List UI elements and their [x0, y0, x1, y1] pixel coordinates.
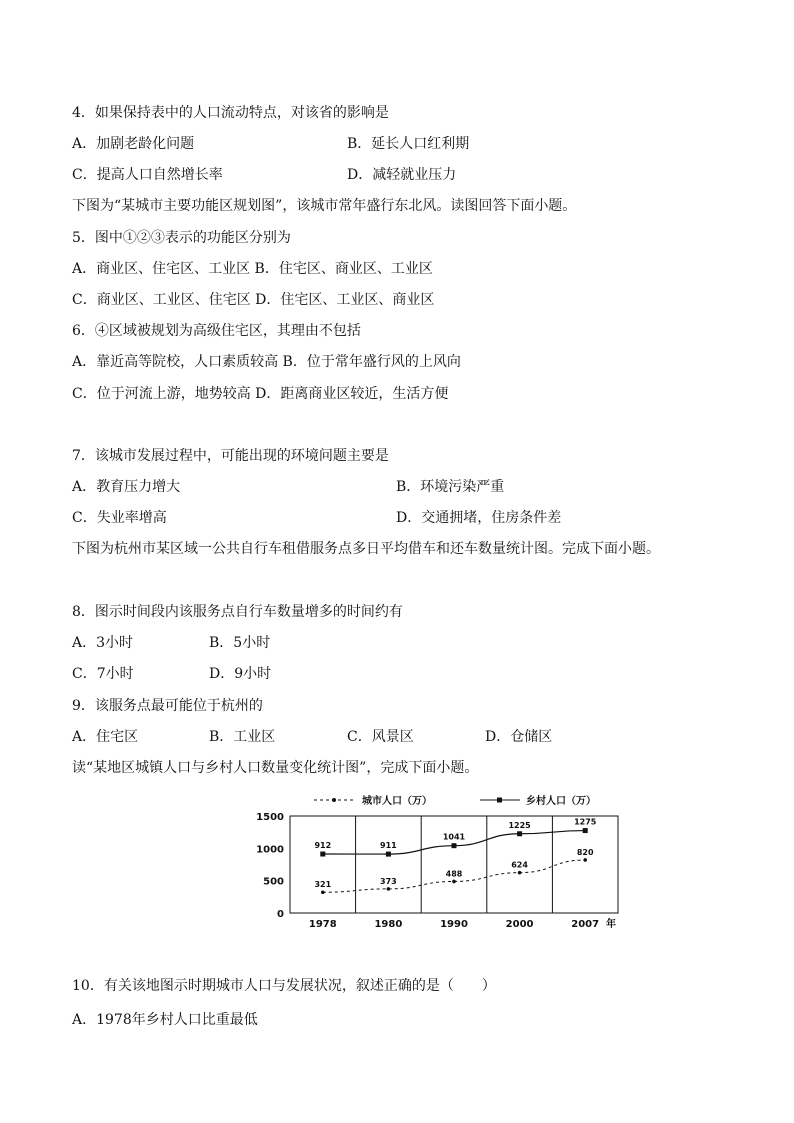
q4-option-b[interactable]: B．延长人口红利期 [347, 136, 470, 152]
q8-option-c[interactable]: C．7小时 [72, 666, 134, 682]
chart-marks [314, 818, 596, 894]
legend-urban-label: 城市人口（万） [362, 796, 432, 807]
rural-point [583, 828, 588, 833]
urban-point [387, 887, 391, 891]
q5-options-ab[interactable]: A．商业区、住宅区、工业区 B．住宅区、商业区、工业区 [72, 261, 433, 277]
rural-data-label: 912 [314, 841, 332, 851]
intro-5-6: 下图为“某城市主要功能区规划图”，该城市常年盛行东北风。读图回答下面小题。 [72, 198, 577, 214]
x-axis-unit: 年 [606, 919, 616, 930]
rural-point [452, 843, 457, 848]
y-tick-label: 1500 [256, 812, 284, 823]
rural-data-label: 1041 [442, 832, 466, 842]
x-axis [309, 919, 599, 930]
q7-option-a[interactable]: A．教育压力增大 [72, 479, 181, 495]
urban-data-label: 373 [380, 876, 397, 886]
q5-options-cd[interactable]: C．商业区、工业区、住宅区 D．住宅区、工业区、商业区 [72, 292, 435, 308]
y-tick-label: 0 [277, 909, 284, 920]
legend-urban-marker [332, 798, 336, 802]
q9-option-a[interactable]: A．住宅区 [72, 729, 139, 745]
q9-option-c[interactable]: C．风景区 [347, 729, 414, 745]
urban-data-label: 820 [576, 847, 594, 857]
legend-rural-marker [497, 798, 502, 803]
intro-10: 读“某地区城镇人口与乡村人口数量变化统计图”，完成下面小题。 [72, 760, 479, 776]
population-line-chart [250, 786, 630, 936]
urban-point [321, 890, 325, 894]
q8-option-a[interactable]: A．3小时 [72, 635, 134, 651]
q4-option-c[interactable]: C．提高人口自然增长率 [72, 167, 223, 183]
q7-option-c[interactable]: C．失业率增高 [72, 510, 167, 526]
q4-option-a[interactable]: A．加剧老龄化问题 [72, 136, 195, 152]
q8-stem: 8．图示时间段内该服务点自行车数量增多的时间约有 [72, 604, 403, 620]
y-axis [256, 812, 284, 920]
q9-option-d[interactable]: D．仓储区 [485, 729, 553, 745]
rural-data-label: 1225 [508, 820, 531, 830]
q6-options-ab[interactable]: A．靠近高等院校，人口素质较高 B．位于常年盛行风的上风向 [72, 354, 461, 370]
q7-option-d[interactable]: D．交通拥堵，住房条件差 [396, 510, 562, 526]
rural-data-label: 911 [380, 841, 397, 851]
q7-stem: 7．该城市发展过程中，可能出现的环境问题主要是 [72, 448, 389, 464]
q9-option-b[interactable]: B．工业区 [209, 729, 276, 745]
urban-data-label: 624 [511, 860, 528, 870]
rural-point [517, 831, 522, 836]
urban-data-label: 488 [445, 869, 463, 879]
legend-rural-label: 乡村人口（万） [526, 796, 596, 807]
urban-data-label: 321 [314, 880, 332, 890]
y-tick-label: 500 [263, 876, 284, 888]
q7-option-b[interactable]: B．环境污染严重 [396, 479, 505, 495]
x-tick-label: 1980 [374, 919, 403, 930]
q5-stem: 5．图中①②③表示的功能区分别为 [72, 230, 291, 246]
rural-data-label: 1275 [574, 817, 597, 827]
urban-point [452, 880, 456, 884]
x-tick-label: 1978 [308, 919, 337, 930]
q8-option-b[interactable]: B．5小时 [209, 635, 271, 651]
x-tick-label: 2000 [505, 919, 534, 930]
q6-stem: 6．④区域被规划为高级住宅区，其理由不包括 [72, 323, 361, 339]
q6-options-cd[interactable]: C．位于河流上游，地势较高 D．距离商业区较近，生活方便 [72, 386, 449, 402]
urban-point [583, 858, 587, 862]
q10-option-a[interactable]: A．1978年乡村人口比重最低 [72, 1012, 258, 1028]
x-tick-label: 1990 [440, 919, 468, 930]
intro-8-9: 下图为杭州市某区域一公共自行车租借服务点多日平均借车和还车数量统计图。完成下面小题。 [72, 541, 660, 557]
urban-point [518, 871, 522, 875]
q10-stem: 10．有关该地图示时期城市人口与发展状况，叙述正确的是（ ） [72, 978, 496, 994]
y-tick-label: 1000 [256, 844, 284, 856]
rural-point [320, 852, 325, 857]
chart-legend [314, 794, 596, 807]
rural-point [386, 852, 391, 857]
q8-option-d[interactable]: D．9小时 [209, 666, 272, 682]
q9-stem: 9．该服务点最可能位于杭州的 [72, 698, 263, 714]
q4-stem: 4．如果保持表中的人口流动特点，对该省的影响是 [72, 105, 389, 121]
x-tick-label: 2007 [571, 919, 600, 930]
q4-option-d[interactable]: D．减轻就业压力 [347, 167, 457, 183]
